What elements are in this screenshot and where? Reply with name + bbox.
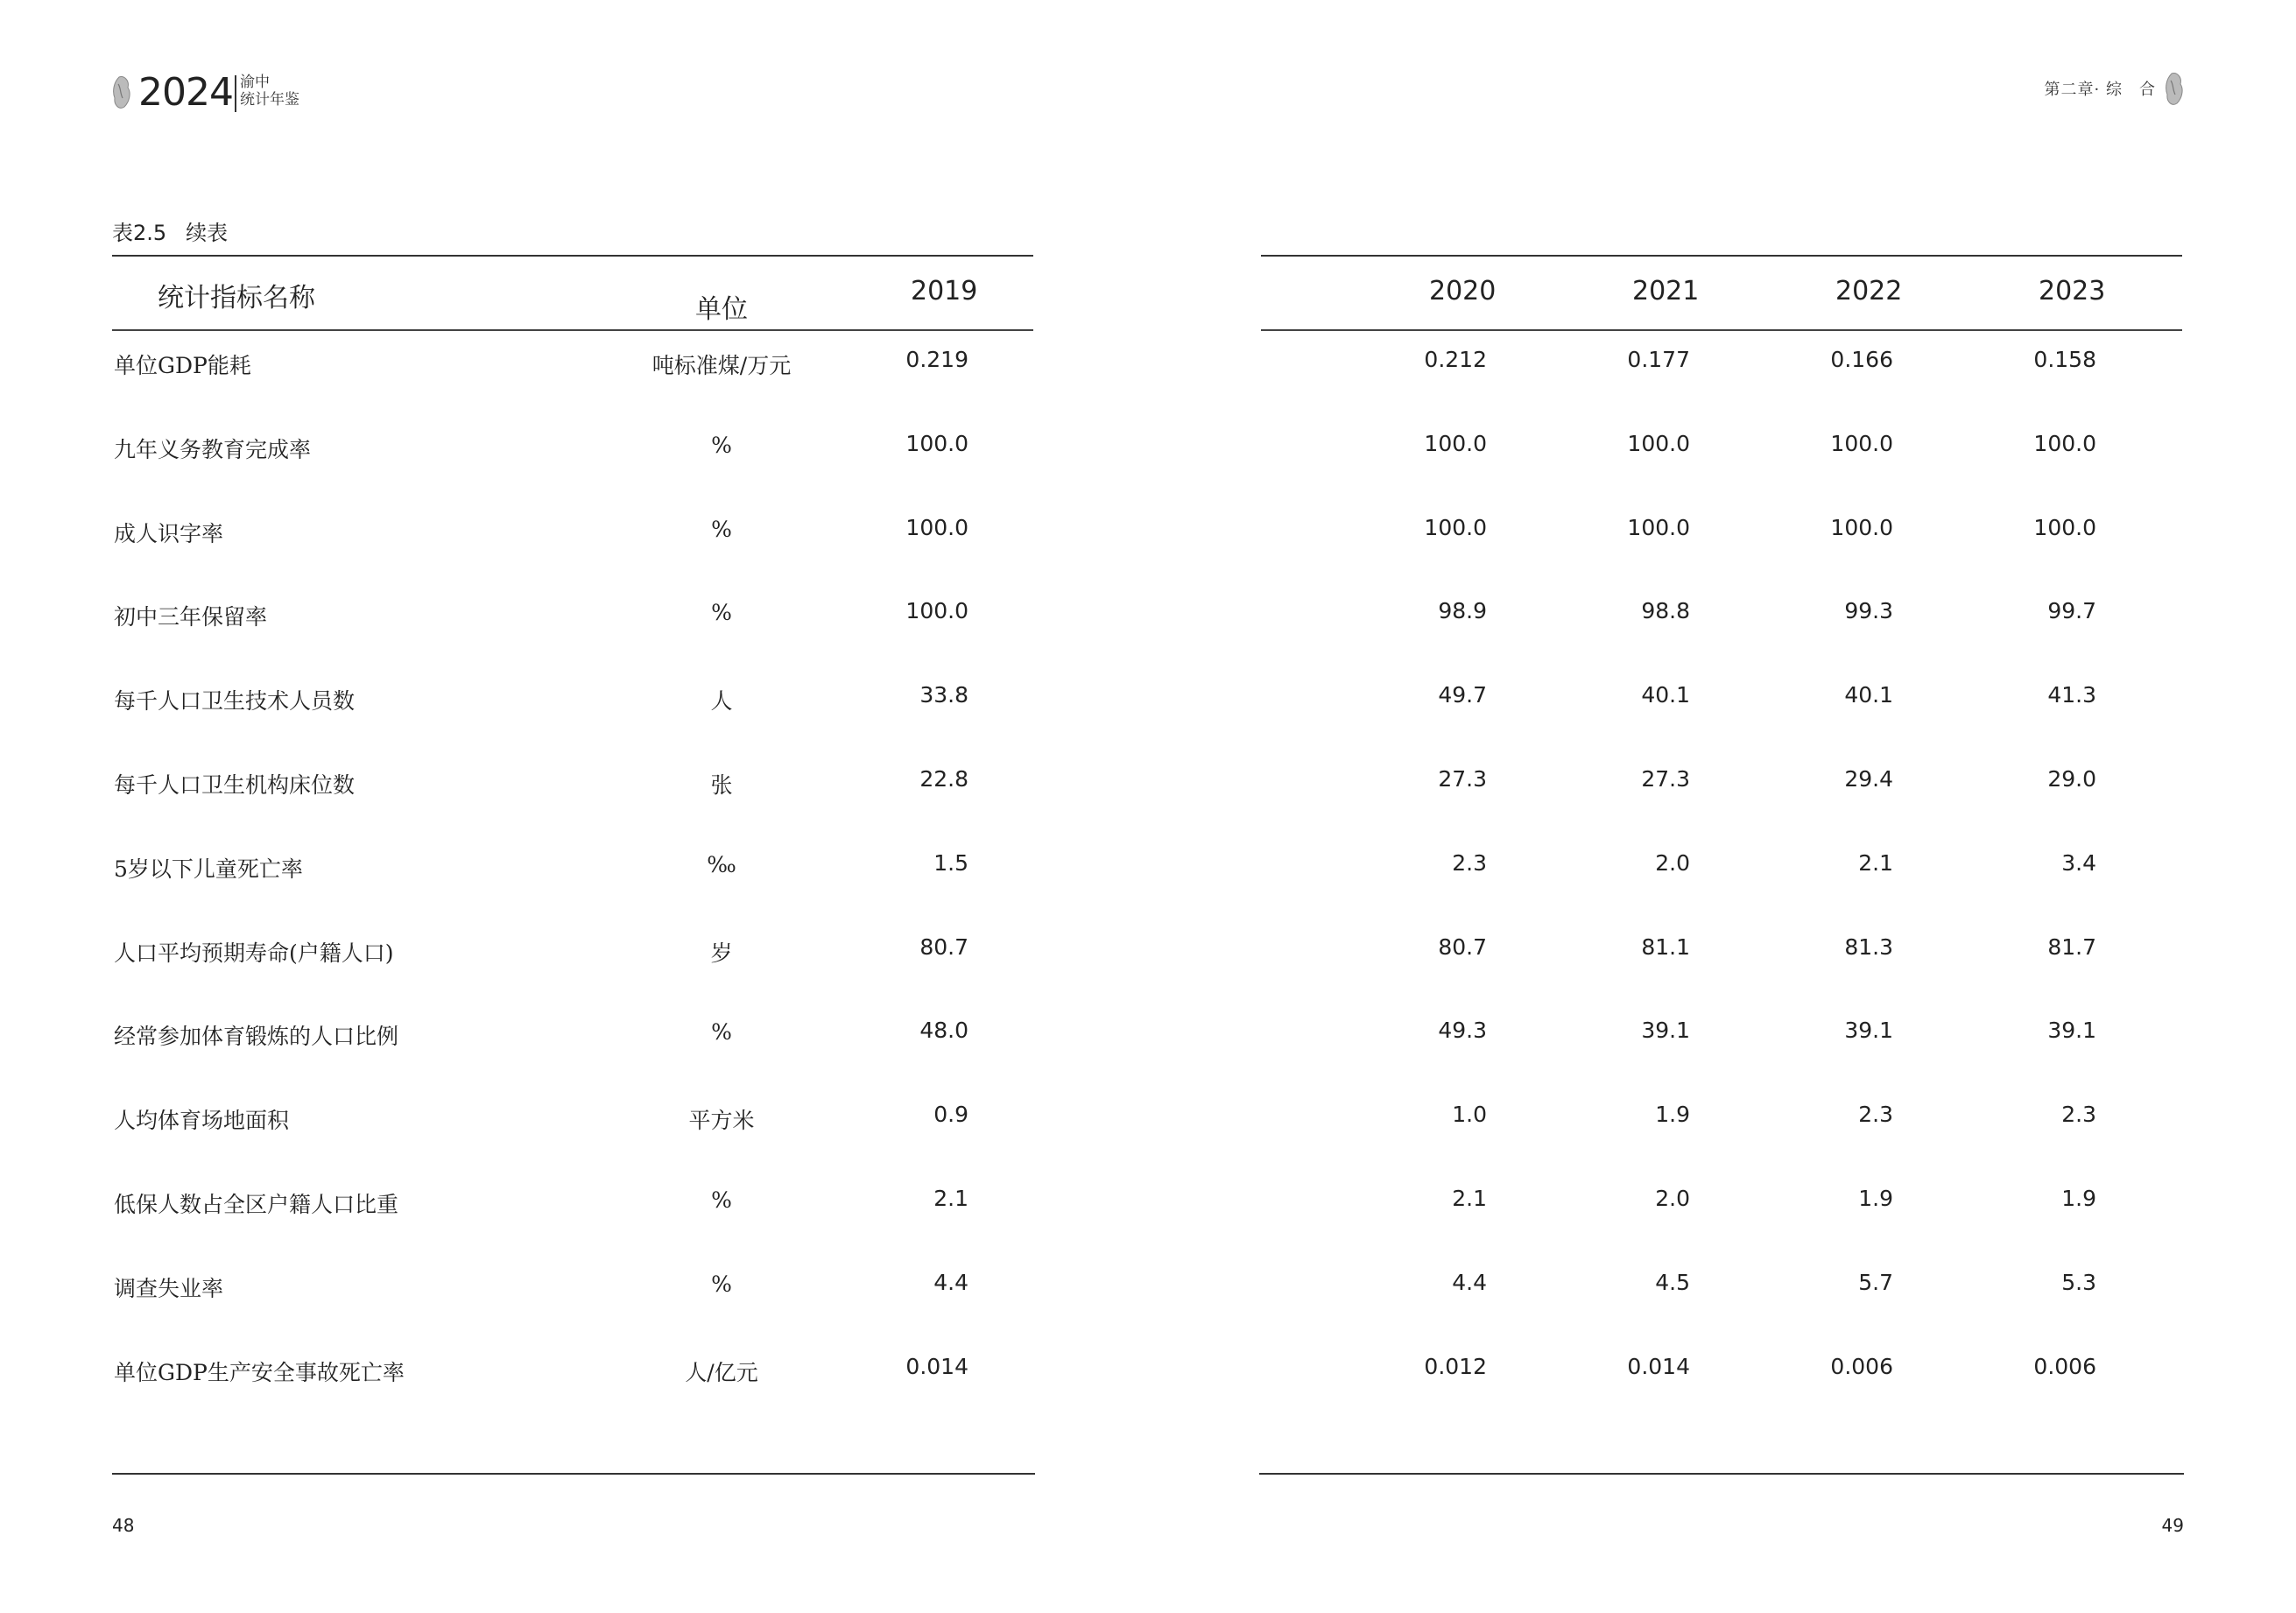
table-top-rule-right [1261,255,2182,257]
row-value-2021: 0.177 [1627,347,1690,372]
row-value-2023: 99.7 [2047,598,2096,623]
row-value-2020: 0.012 [1424,1354,1487,1379]
row-value-2022: 100.0 [1830,515,1893,540]
row-value-2022: 81.3 [1844,934,1893,960]
row-value-2023: 39.1 [2047,1018,2096,1043]
row-unit: 吨标准煤/万元 [651,353,792,378]
row-value-2023: 2.3 [2061,1102,2096,1127]
row-value-2022: 29.4 [1844,766,1893,792]
row-indicator-name: 5岁以下儿童死亡率 [114,856,303,882]
row-value-2020: 80.7 [1438,934,1487,960]
row-indicator-name: 每千人口卫生机构床位数 [114,772,356,798]
stone-emblem-icon-right [2165,72,2184,107]
row-unit: 平方米 [688,1108,755,1133]
table-number: 表2.5 [112,221,167,245]
row-value-2019: 1.5 [933,850,968,876]
row-value-2022: 40.1 [1844,682,1893,708]
row-value-2022: 1.9 [1858,1186,1893,1211]
row-value-2019: 100.0 [905,598,968,623]
logo-divider [235,75,236,112]
row-unit: % [711,1187,732,1213]
row-value-2019: 100.0 [905,431,968,456]
row-value-2021: 27.3 [1641,766,1690,792]
row-value-2022: 2.3 [1858,1102,1893,1127]
row-unit: ‰ [707,852,736,877]
header-unit: 单位 [695,294,748,325]
table-top-rule-left [112,255,1033,257]
row-value-2019: 0.9 [933,1102,968,1127]
header-year-2023: 2023 [2039,276,2106,306]
row-value-2021: 4.5 [1655,1270,1690,1295]
row-value-2023: 0.006 [2033,1354,2096,1379]
row-value-2020: 49.3 [1438,1018,1487,1043]
row-indicator-name: 低保人数占全区户籍人口比重 [114,1192,399,1217]
row-value-2021: 100.0 [1627,431,1690,456]
row-value-2021: 2.0 [1655,850,1690,876]
row-value-2019: 2.1 [933,1186,968,1211]
header-indicator-name: 统计指标名称 [158,283,315,313]
yearbook-title [240,74,299,109]
table-bottom-rule-right [1259,1473,2184,1475]
row-unit: 人/亿元 [685,1360,758,1385]
row-indicator-name: 调查失业率 [114,1276,224,1301]
row-indicator-name: 单位GDP能耗 [114,353,251,378]
row-value-2022: 99.3 [1844,598,1893,623]
row-value-2023: 41.3 [2047,682,2096,708]
row-indicator-name: 初中三年保留率 [114,604,268,630]
row-value-2020: 4.4 [1452,1270,1487,1295]
header-year-2022: 2022 [1835,276,1903,306]
header-year-2021: 2021 [1632,276,1700,306]
row-unit: % [711,433,732,458]
row-indicator-name: 经常参加体育锻炼的人口比例 [114,1024,399,1049]
row-value-2019: 0.014 [905,1354,968,1379]
row-value-2022: 100.0 [1830,431,1893,456]
row-value-2021: 1.9 [1655,1102,1690,1127]
row-value-2023: 3.4 [2061,850,2096,876]
header-rule-right [1261,329,2182,331]
header-year-2020: 2020 [1429,276,1497,306]
row-value-2023: 81.7 [2047,934,2096,960]
row-value-2020: 2.1 [1452,1186,1487,1211]
row-unit: % [711,1019,732,1045]
row-value-2020: 49.7 [1438,682,1487,708]
row-indicator-name: 单位GDP生产安全事故死亡率 [114,1360,405,1385]
row-value-2023: 100.0 [2033,431,2096,456]
yearbook-logo [112,68,340,121]
row-value-2020: 100.0 [1424,515,1487,540]
row-value-2021: 98.8 [1641,598,1690,623]
row-value-2022: 0.166 [1830,347,1893,372]
row-value-2021: 0.014 [1627,1354,1690,1379]
row-indicator-name: 人均体育场地面积 [114,1108,290,1133]
row-value-2021: 2.0 [1655,1186,1690,1211]
row-indicator-name: 九年义务教育完成率 [114,437,312,462]
row-unit: % [711,600,732,625]
row-indicator-name: 每千人口卫生技术人员数 [114,688,356,714]
row-value-2022: 5.7 [1858,1270,1893,1295]
row-value-2023: 100.0 [2033,515,2096,540]
table-continued-label: 续表 [186,221,229,245]
row-value-2019: 33.8 [919,682,968,708]
row-value-2022: 0.006 [1830,1354,1893,1379]
row-value-2023: 0.158 [2033,347,2096,372]
row-unit: % [711,1271,732,1297]
row-unit: 岁 [710,940,733,966]
header-rule-left [112,329,1033,331]
row-value-2023: 1.9 [2061,1186,2096,1211]
table-caption [112,215,228,246]
row-value-2023: 5.3 [2061,1270,2096,1295]
row-value-2019: 0.219 [905,347,968,372]
row-value-2022: 39.1 [1844,1018,1893,1043]
row-value-2021: 100.0 [1627,515,1690,540]
brand-line-2: 统计年鉴 [240,91,299,109]
table-bottom-rule-left [112,1473,1035,1475]
yearbook-year: 2024 [138,70,233,115]
row-value-2020: 0.212 [1424,347,1487,372]
row-value-2019: 80.7 [919,934,968,960]
row-value-2020: 1.0 [1452,1102,1487,1127]
row-unit: 人 [710,688,733,714]
row-unit: % [711,517,732,542]
row-value-2019: 48.0 [919,1018,968,1043]
header-year-2019: 2019 [911,276,978,306]
row-value-2021: 39.1 [1641,1018,1690,1043]
row-value-2020: 2.3 [1452,850,1487,876]
chapter-title: 第二章· 综 合 [2044,81,2156,99]
row-value-2020: 98.9 [1438,598,1487,623]
page-number-left: 48 [112,1515,135,1536]
row-value-2022: 2.1 [1858,850,1893,876]
row-value-2019: 4.4 [933,1270,968,1295]
row-value-2019: 22.8 [919,766,968,792]
row-value-2019: 100.0 [905,515,968,540]
row-value-2021: 81.1 [1641,934,1690,960]
brand-line-1: 渝中 [240,74,270,91]
row-value-2021: 40.1 [1641,682,1690,708]
stone-emblem-icon [112,75,131,110]
row-value-2020: 100.0 [1424,431,1487,456]
page-number-right: 49 [2161,1515,2184,1536]
row-unit: 张 [710,772,733,798]
row-value-2020: 27.3 [1438,766,1487,792]
row-indicator-name: 人口平均预期寿命(户籍人口) [114,940,394,966]
row-indicator-name: 成人识字率 [114,521,224,546]
row-value-2023: 29.0 [2047,766,2096,792]
